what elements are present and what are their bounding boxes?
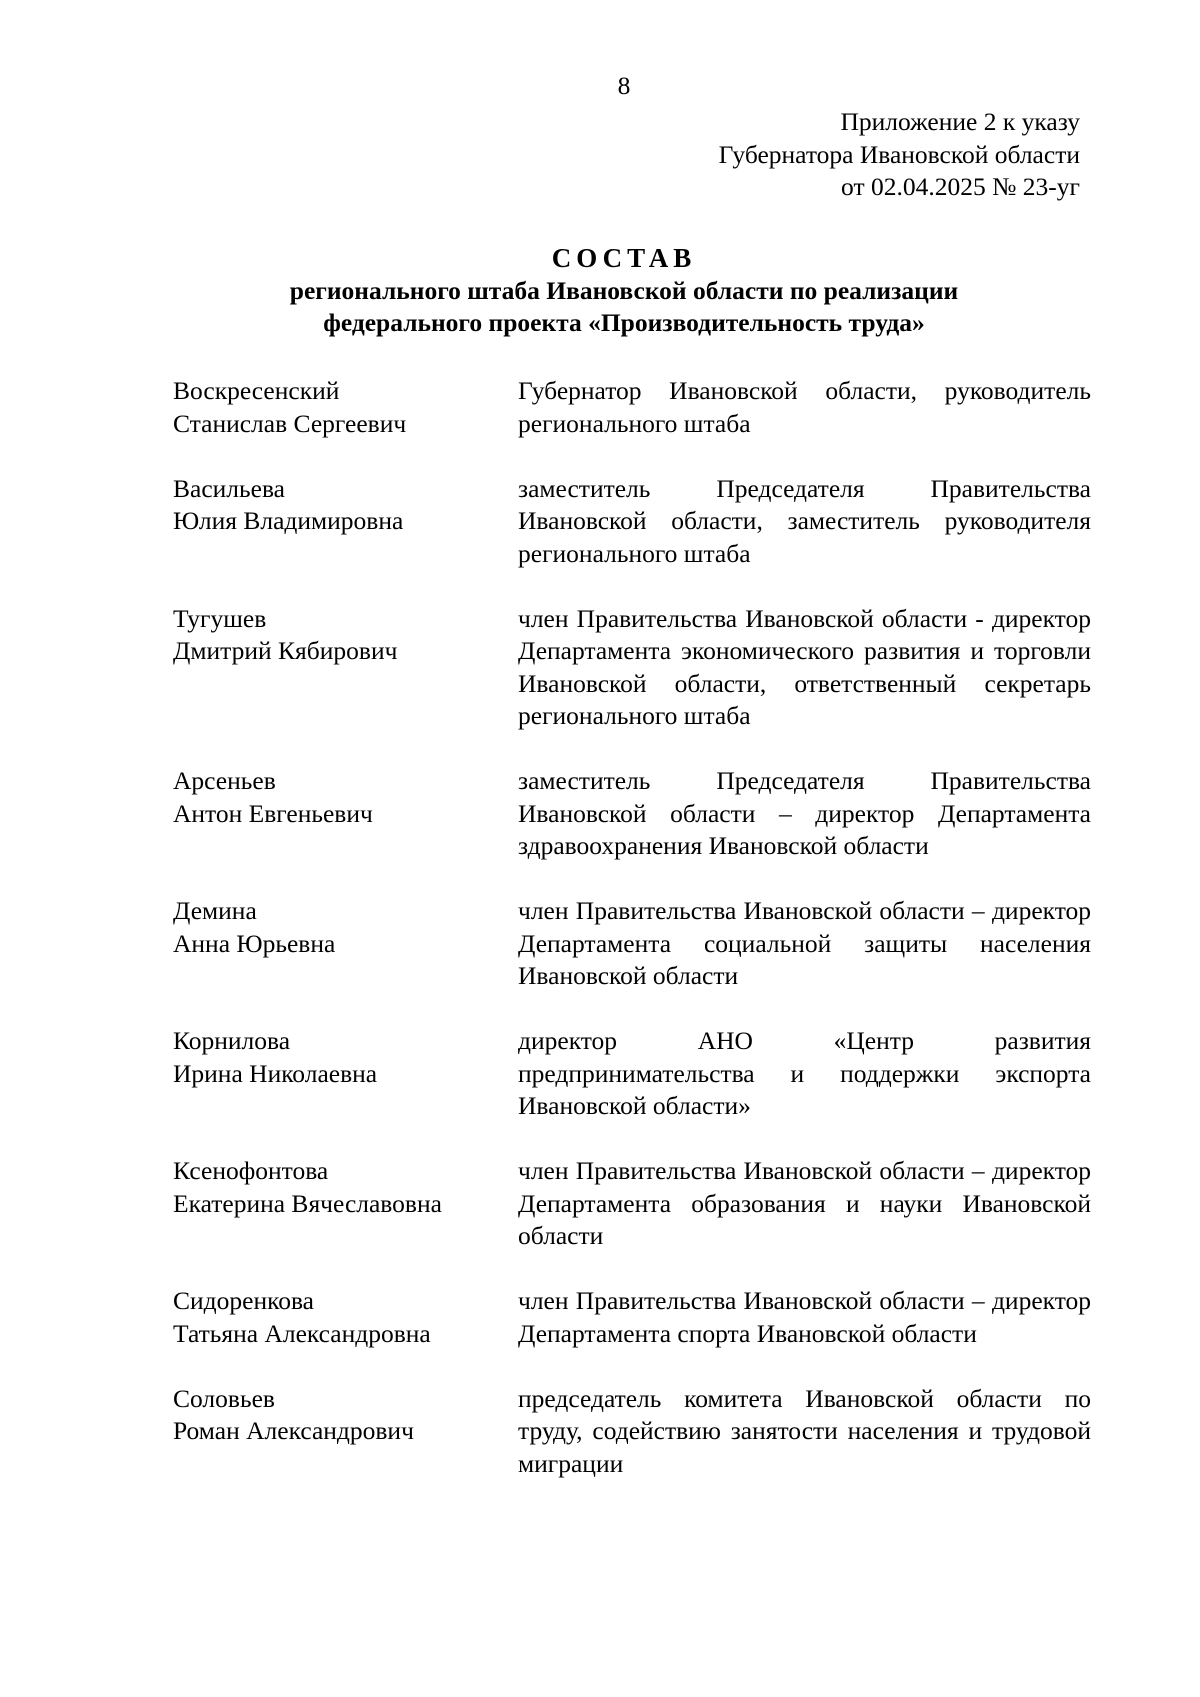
member-given-names: Роман Александрович (173, 1416, 414, 1445)
member-role: член Правительства Ивановской области – директор Департамента спорта Ивановской области (518, 1286, 1091, 1348)
member-name (173, 1155, 518, 1253)
appendix-line-2: Губернатора Ивановской области (718, 139, 1080, 169)
member-surname: Соловьев (173, 1383, 275, 1413)
member-role: член Правительства Ивановской области - директор Департамента экономического развития и торговли Ивановской области, ответственный секретарь регионального штаба (518, 603, 1091, 730)
appendix-reference (719, 106, 1080, 204)
member-entry (173, 1025, 1091, 1123)
member-given-names: Ирина Николаевна (173, 1058, 378, 1088)
member-name (173, 1025, 518, 1123)
member-role: заместитель Председателя Правительства Ивановской области, заместитель руководителя регионального штаба (518, 473, 1091, 568)
member-name (173, 895, 518, 993)
member-entry (173, 603, 1091, 733)
member-given-names: Екатерина Вячеславовна (173, 1188, 442, 1218)
page-number: 8 (617, 71, 631, 100)
member-given-names: Станислав Сергеевич (173, 408, 407, 438)
member-name (173, 1383, 518, 1481)
members-list (173, 375, 1091, 1513)
document-subtitle-line-1: регионального штаба Ивановской области по реализации (289, 275, 959, 305)
member-role: Губернатор Ивановской области, руководитель регионального штаба (518, 376, 1091, 438)
member-name (173, 1285, 518, 1350)
member-entry (173, 765, 1091, 863)
member-surname: Демина (173, 896, 257, 925)
member-entry (173, 895, 1091, 993)
member-entry (173, 1383, 1091, 1481)
member-given-names: Дмитрий Кябирович (173, 636, 398, 665)
member-surname: Сидоренкова (173, 1286, 314, 1315)
member-surname: Арсеньев (173, 766, 276, 795)
member-entry (173, 1155, 1091, 1253)
member-surname: Корнилова (173, 1026, 291, 1055)
member-entry (173, 473, 1091, 571)
member-entry (173, 1285, 1091, 1350)
member-surname: Тугушев (173, 603, 267, 633)
member-given-names: Юлия Владимировна (173, 506, 404, 535)
member-given-names: Татьяна Александровна (173, 1318, 431, 1348)
appendix-line-1: Приложение 2 к указу (840, 107, 1080, 136)
document-heading (120, 242, 1128, 340)
member-name (173, 375, 518, 440)
member-given-names: Антон Евгеньевич (173, 798, 373, 828)
member-role: директор АНО «Центр развития предпринимательства и поддержки экспорта Ивановской области» (518, 1026, 1091, 1120)
member-name (173, 603, 518, 733)
member-entry (173, 375, 1091, 440)
member-surname: Васильева (173, 473, 285, 503)
member-role: заместитель Председателя Правительства Ивановской области – директор Департамента здравоохранения Ивановской области (518, 766, 1091, 860)
document-title: СОСТАВ (551, 243, 697, 273)
appendix-line-3: от 02.04.2025 № 23-уг (841, 172, 1080, 201)
member-role: член Правительства Ивановской области – директор Департамента образования и науки Ивановской области (518, 1156, 1091, 1250)
member-name (173, 473, 518, 571)
member-surname: Ксенофонтова (173, 1156, 329, 1185)
member-name (173, 765, 518, 863)
member-given-names: Анна Юрьевна (173, 928, 336, 958)
member-role: председатель комитета Ивановской области по труду, содействию занятости населения и трудовой миграции (518, 1383, 1091, 1478)
document-subtitle-line-2: федерального проекта «Производительность труда» (323, 308, 925, 337)
member-role: член Правительства Ивановской области – директор Департамента социальной защиты населения Ивановской области (518, 896, 1091, 990)
member-surname: Воскресенский (173, 376, 340, 405)
